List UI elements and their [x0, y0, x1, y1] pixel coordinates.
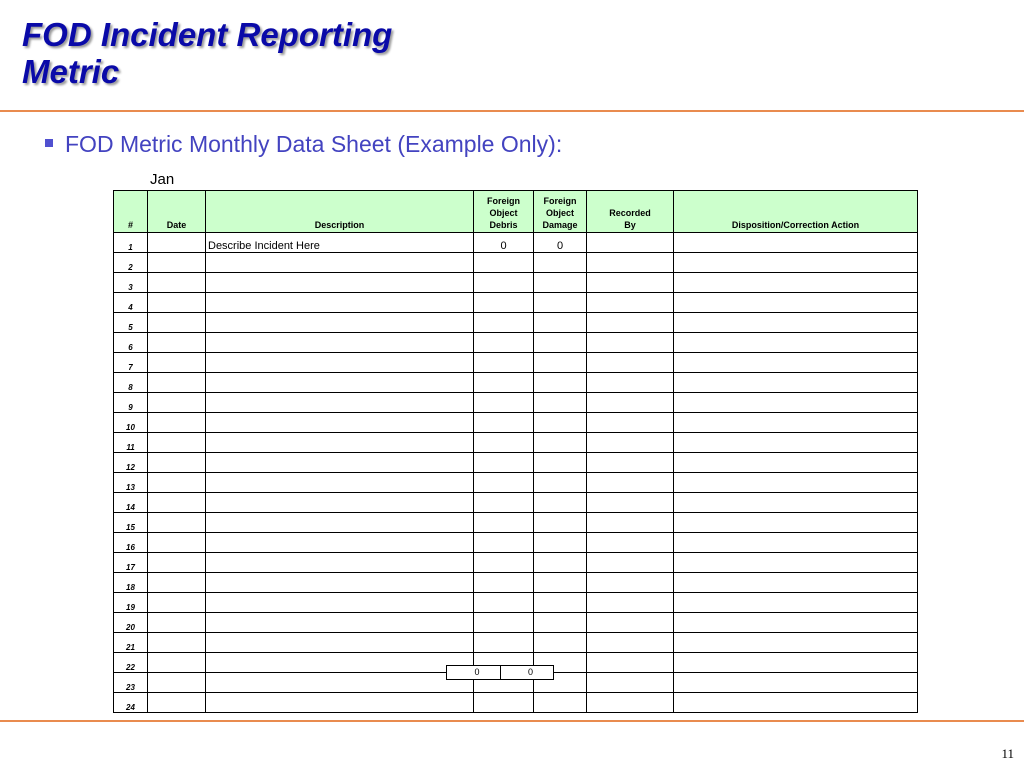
row-number[interactable]: 8	[114, 373, 148, 393]
table-row	[114, 513, 918, 533]
row-number[interactable]: 15	[114, 513, 148, 533]
date-cell[interactable]	[148, 513, 206, 533]
description-cell[interactable]	[206, 433, 474, 453]
bottom-divider	[0, 720, 1024, 722]
date-cell[interactable]	[148, 533, 206, 553]
debris-cell[interactable]	[474, 573, 534, 593]
damage-cell[interactable]	[534, 413, 587, 433]
description-cell[interactable]	[206, 253, 474, 273]
bullet-point	[45, 131, 562, 158]
debris-cell[interactable]	[474, 533, 534, 553]
debris-cell[interactable]	[474, 453, 534, 473]
date-cell[interactable]	[148, 653, 206, 673]
recorded-by-cell[interactable]	[587, 593, 674, 613]
recorded-by-cell[interactable]	[587, 333, 674, 353]
description-cell[interactable]	[206, 613, 474, 633]
damage-cell[interactable]	[534, 333, 587, 353]
page-number: 11	[1001, 746, 1014, 761]
table-row	[114, 493, 918, 513]
debris-cell[interactable]	[474, 433, 534, 453]
table-row	[114, 353, 918, 373]
description-cell[interactable]: Describe Incident Here	[206, 233, 474, 253]
row-number[interactable]: 5	[114, 313, 148, 333]
row-number[interactable]: 7	[114, 353, 148, 373]
recorded-by-cell[interactable]	[587, 553, 674, 573]
disposition-cell[interactable]	[674, 373, 918, 393]
debris-cell[interactable]	[474, 313, 534, 333]
description-cell[interactable]	[206, 573, 474, 593]
debris-cell[interactable]	[474, 413, 534, 433]
damage-cell[interactable]	[534, 353, 587, 373]
row-number[interactable]: 1	[114, 233, 148, 253]
date-cell[interactable]	[148, 353, 206, 373]
table-row	[114, 253, 918, 273]
disposition-cell[interactable]	[674, 293, 918, 313]
damage-cell[interactable]	[534, 533, 587, 553]
debris-cell[interactable]: 0	[474, 233, 534, 253]
disposition-cell[interactable]	[674, 593, 918, 613]
damage-cell[interactable]	[534, 453, 587, 473]
fod-data-sheet	[113, 190, 918, 713]
recorded-by-cell[interactable]	[587, 693, 674, 713]
table-row	[114, 273, 918, 293]
sheet-body	[114, 233, 918, 713]
date-cell[interactable]	[148, 633, 206, 653]
debris-cell[interactable]	[474, 553, 534, 573]
date-cell[interactable]	[148, 253, 206, 273]
damage-cell[interactable]	[534, 573, 587, 593]
disposition-cell[interactable]	[674, 353, 918, 373]
description-cell[interactable]	[206, 373, 474, 393]
recorded-by-cell[interactable]	[587, 293, 674, 313]
table-row	[114, 393, 918, 413]
disposition-cell[interactable]	[674, 653, 918, 673]
damage-cell[interactable]	[534, 513, 587, 533]
description-cell[interactable]	[206, 513, 474, 533]
debris-cell[interactable]	[474, 473, 534, 493]
description-cell[interactable]	[206, 533, 474, 553]
row-number[interactable]: 14	[114, 493, 148, 513]
description-cell[interactable]	[206, 453, 474, 473]
header-foreign-object-damage: Foreign Object Damage	[534, 191, 587, 233]
date-cell[interactable]	[148, 553, 206, 573]
table-row	[114, 433, 918, 453]
date-cell[interactable]	[148, 233, 206, 253]
date-cell[interactable]	[148, 613, 206, 633]
disposition-cell[interactable]	[674, 513, 918, 533]
table-row	[114, 593, 918, 613]
description-cell[interactable]	[206, 673, 474, 693]
row-number[interactable]: 2	[114, 253, 148, 273]
disposition-cell[interactable]	[674, 233, 918, 253]
damage-cell[interactable]	[534, 393, 587, 413]
date-cell[interactable]	[148, 453, 206, 473]
damage-cell[interactable]	[534, 593, 587, 613]
square-bullet-icon	[45, 139, 53, 147]
row-number[interactable]: 9	[114, 393, 148, 413]
month-label: Jan	[150, 171, 175, 188]
damage-cell[interactable]: 0	[534, 233, 587, 253]
recorded-by-cell[interactable]	[587, 573, 674, 593]
description-cell[interactable]	[206, 293, 474, 313]
disposition-cell[interactable]	[674, 393, 918, 413]
debris-cell[interactable]	[474, 493, 534, 513]
row-number[interactable]: 22	[114, 653, 148, 673]
date-cell[interactable]	[148, 593, 206, 613]
row-number[interactable]: 18	[114, 573, 148, 593]
damage-cell[interactable]	[534, 313, 587, 333]
debris-cell[interactable]	[474, 593, 534, 613]
damage-cell[interactable]	[534, 553, 587, 573]
debris-cell[interactable]	[474, 393, 534, 413]
description-cell[interactable]	[206, 633, 474, 653]
row-number[interactable]: 13	[114, 473, 148, 493]
header-foreign-object-debris: Foreign Object Debris	[474, 191, 534, 233]
description-cell[interactable]	[206, 493, 474, 513]
description-cell[interactable]	[206, 273, 474, 293]
row-number[interactable]: 24	[114, 693, 148, 713]
recorded-by-cell[interactable]	[587, 393, 674, 413]
debris-cell[interactable]	[474, 693, 534, 713]
row-number[interactable]: 11	[114, 433, 148, 453]
description-cell[interactable]	[206, 333, 474, 353]
recorded-by-cell[interactable]	[587, 493, 674, 513]
date-cell[interactable]	[148, 313, 206, 333]
title-line-2: Metric	[22, 53, 120, 90]
total-damage: 0	[500, 666, 554, 679]
debris-cell[interactable]	[474, 633, 534, 653]
disposition-cell[interactable]	[674, 533, 918, 553]
date-cell[interactable]	[148, 493, 206, 513]
debris-cell[interactable]	[474, 253, 534, 273]
damage-cell[interactable]	[534, 613, 587, 633]
recorded-by-cell[interactable]	[587, 613, 674, 633]
table-row	[114, 473, 918, 493]
description-cell[interactable]	[206, 653, 474, 673]
debris-cell[interactable]	[474, 353, 534, 373]
header-date: Date	[148, 191, 206, 233]
disposition-cell[interactable]	[674, 693, 918, 713]
disposition-cell[interactable]	[674, 573, 918, 593]
date-cell[interactable]	[148, 293, 206, 313]
debris-cell[interactable]	[474, 273, 534, 293]
recorded-by-cell[interactable]	[587, 253, 674, 273]
row-number[interactable]: 17	[114, 553, 148, 573]
disposition-cell[interactable]	[674, 473, 918, 493]
recorded-by-cell[interactable]	[587, 233, 674, 253]
disposition-cell[interactable]	[674, 433, 918, 453]
description-cell[interactable]	[206, 693, 474, 713]
description-cell[interactable]	[206, 553, 474, 573]
date-cell[interactable]	[148, 393, 206, 413]
table-row	[114, 613, 918, 633]
disposition-cell[interactable]	[674, 673, 918, 693]
row-number[interactable]: 4	[114, 293, 148, 313]
table-row	[114, 533, 918, 553]
row-number[interactable]: 16	[114, 533, 148, 553]
date-cell[interactable]	[148, 273, 206, 293]
recorded-by-cell[interactable]	[587, 353, 674, 373]
recorded-by-cell[interactable]	[587, 453, 674, 473]
header-recorded-by: Recorded By	[587, 191, 674, 233]
recorded-by-cell[interactable]	[587, 433, 674, 453]
recorded-by-cell[interactable]	[587, 373, 674, 393]
recorded-by-cell[interactable]	[587, 473, 674, 493]
damage-cell[interactable]	[534, 473, 587, 493]
title-line-1: FOD Incident Reporting	[22, 16, 393, 53]
date-cell[interactable]	[148, 673, 206, 693]
row-number[interactable]: 10	[114, 413, 148, 433]
table-row	[114, 553, 918, 573]
recorded-by-cell[interactable]	[587, 313, 674, 333]
recorded-by-cell[interactable]	[587, 653, 674, 673]
disposition-cell[interactable]	[674, 253, 918, 273]
date-cell[interactable]	[148, 373, 206, 393]
row-number[interactable]: 20	[114, 613, 148, 633]
slide-title	[22, 16, 542, 90]
header-disposition: Disposition/Correction Action	[674, 191, 918, 233]
disposition-cell[interactable]	[674, 333, 918, 353]
recorded-by-cell[interactable]	[587, 673, 674, 693]
table-row	[114, 633, 918, 653]
table-row	[114, 313, 918, 333]
recorded-by-cell[interactable]	[587, 273, 674, 293]
debris-cell[interactable]	[474, 373, 534, 393]
table-row	[114, 333, 918, 353]
description-cell[interactable]	[206, 313, 474, 333]
total-debris: 0	[474, 667, 480, 677]
table-row	[114, 373, 918, 393]
description-cell[interactable]	[206, 413, 474, 433]
row-number[interactable]: 12	[114, 453, 148, 473]
table-row	[114, 453, 918, 473]
debris-cell[interactable]	[474, 513, 534, 533]
top-divider	[0, 110, 1024, 112]
header-description: Description	[206, 191, 474, 233]
date-cell[interactable]	[148, 473, 206, 493]
disposition-cell[interactable]	[674, 553, 918, 573]
damage-cell[interactable]	[534, 633, 587, 653]
row-number[interactable]: 6	[114, 333, 148, 353]
description-cell[interactable]	[206, 473, 474, 493]
damage-cell[interactable]	[534, 373, 587, 393]
recorded-by-cell[interactable]	[587, 413, 674, 433]
table-row	[114, 413, 918, 433]
damage-cell[interactable]	[534, 693, 587, 713]
totals-box	[446, 665, 554, 680]
recorded-by-cell[interactable]	[587, 513, 674, 533]
date-cell[interactable]	[148, 413, 206, 433]
row-number[interactable]: 21	[114, 633, 148, 653]
row-number[interactable]: 23	[114, 673, 148, 693]
recorded-by-cell[interactable]	[587, 633, 674, 653]
description-cell[interactable]	[206, 353, 474, 373]
table-row	[114, 293, 918, 313]
damage-cell[interactable]	[534, 273, 587, 293]
recorded-by-cell[interactable]	[587, 533, 674, 553]
row-number[interactable]: 19	[114, 593, 148, 613]
damage-cell[interactable]	[534, 293, 587, 313]
disposition-cell[interactable]	[674, 413, 918, 433]
disposition-cell[interactable]	[674, 453, 918, 473]
bullet-text: FOD Metric Monthly Data Sheet (Example Only):	[65, 131, 563, 157]
header-num: #	[114, 191, 148, 233]
row-number[interactable]: 3	[114, 273, 148, 293]
date-cell[interactable]	[148, 333, 206, 353]
header-row	[114, 191, 918, 233]
damage-cell[interactable]	[534, 253, 587, 273]
date-cell[interactable]	[148, 693, 206, 713]
disposition-cell[interactable]	[674, 613, 918, 633]
disposition-cell[interactable]	[674, 633, 918, 653]
description-cell[interactable]	[206, 393, 474, 413]
debris-cell[interactable]	[474, 293, 534, 313]
disposition-cell[interactable]	[674, 493, 918, 513]
debris-cell[interactable]	[474, 333, 534, 353]
disposition-cell[interactable]	[674, 273, 918, 293]
debris-cell[interactable]	[474, 613, 534, 633]
table-row	[114, 573, 918, 593]
date-cell[interactable]	[148, 433, 206, 453]
damage-cell[interactable]	[534, 433, 587, 453]
table-row	[114, 693, 918, 713]
description-cell[interactable]	[206, 593, 474, 613]
damage-cell[interactable]	[534, 493, 587, 513]
date-cell[interactable]	[148, 573, 206, 593]
disposition-cell[interactable]	[674, 313, 918, 333]
table-row	[114, 233, 918, 253]
